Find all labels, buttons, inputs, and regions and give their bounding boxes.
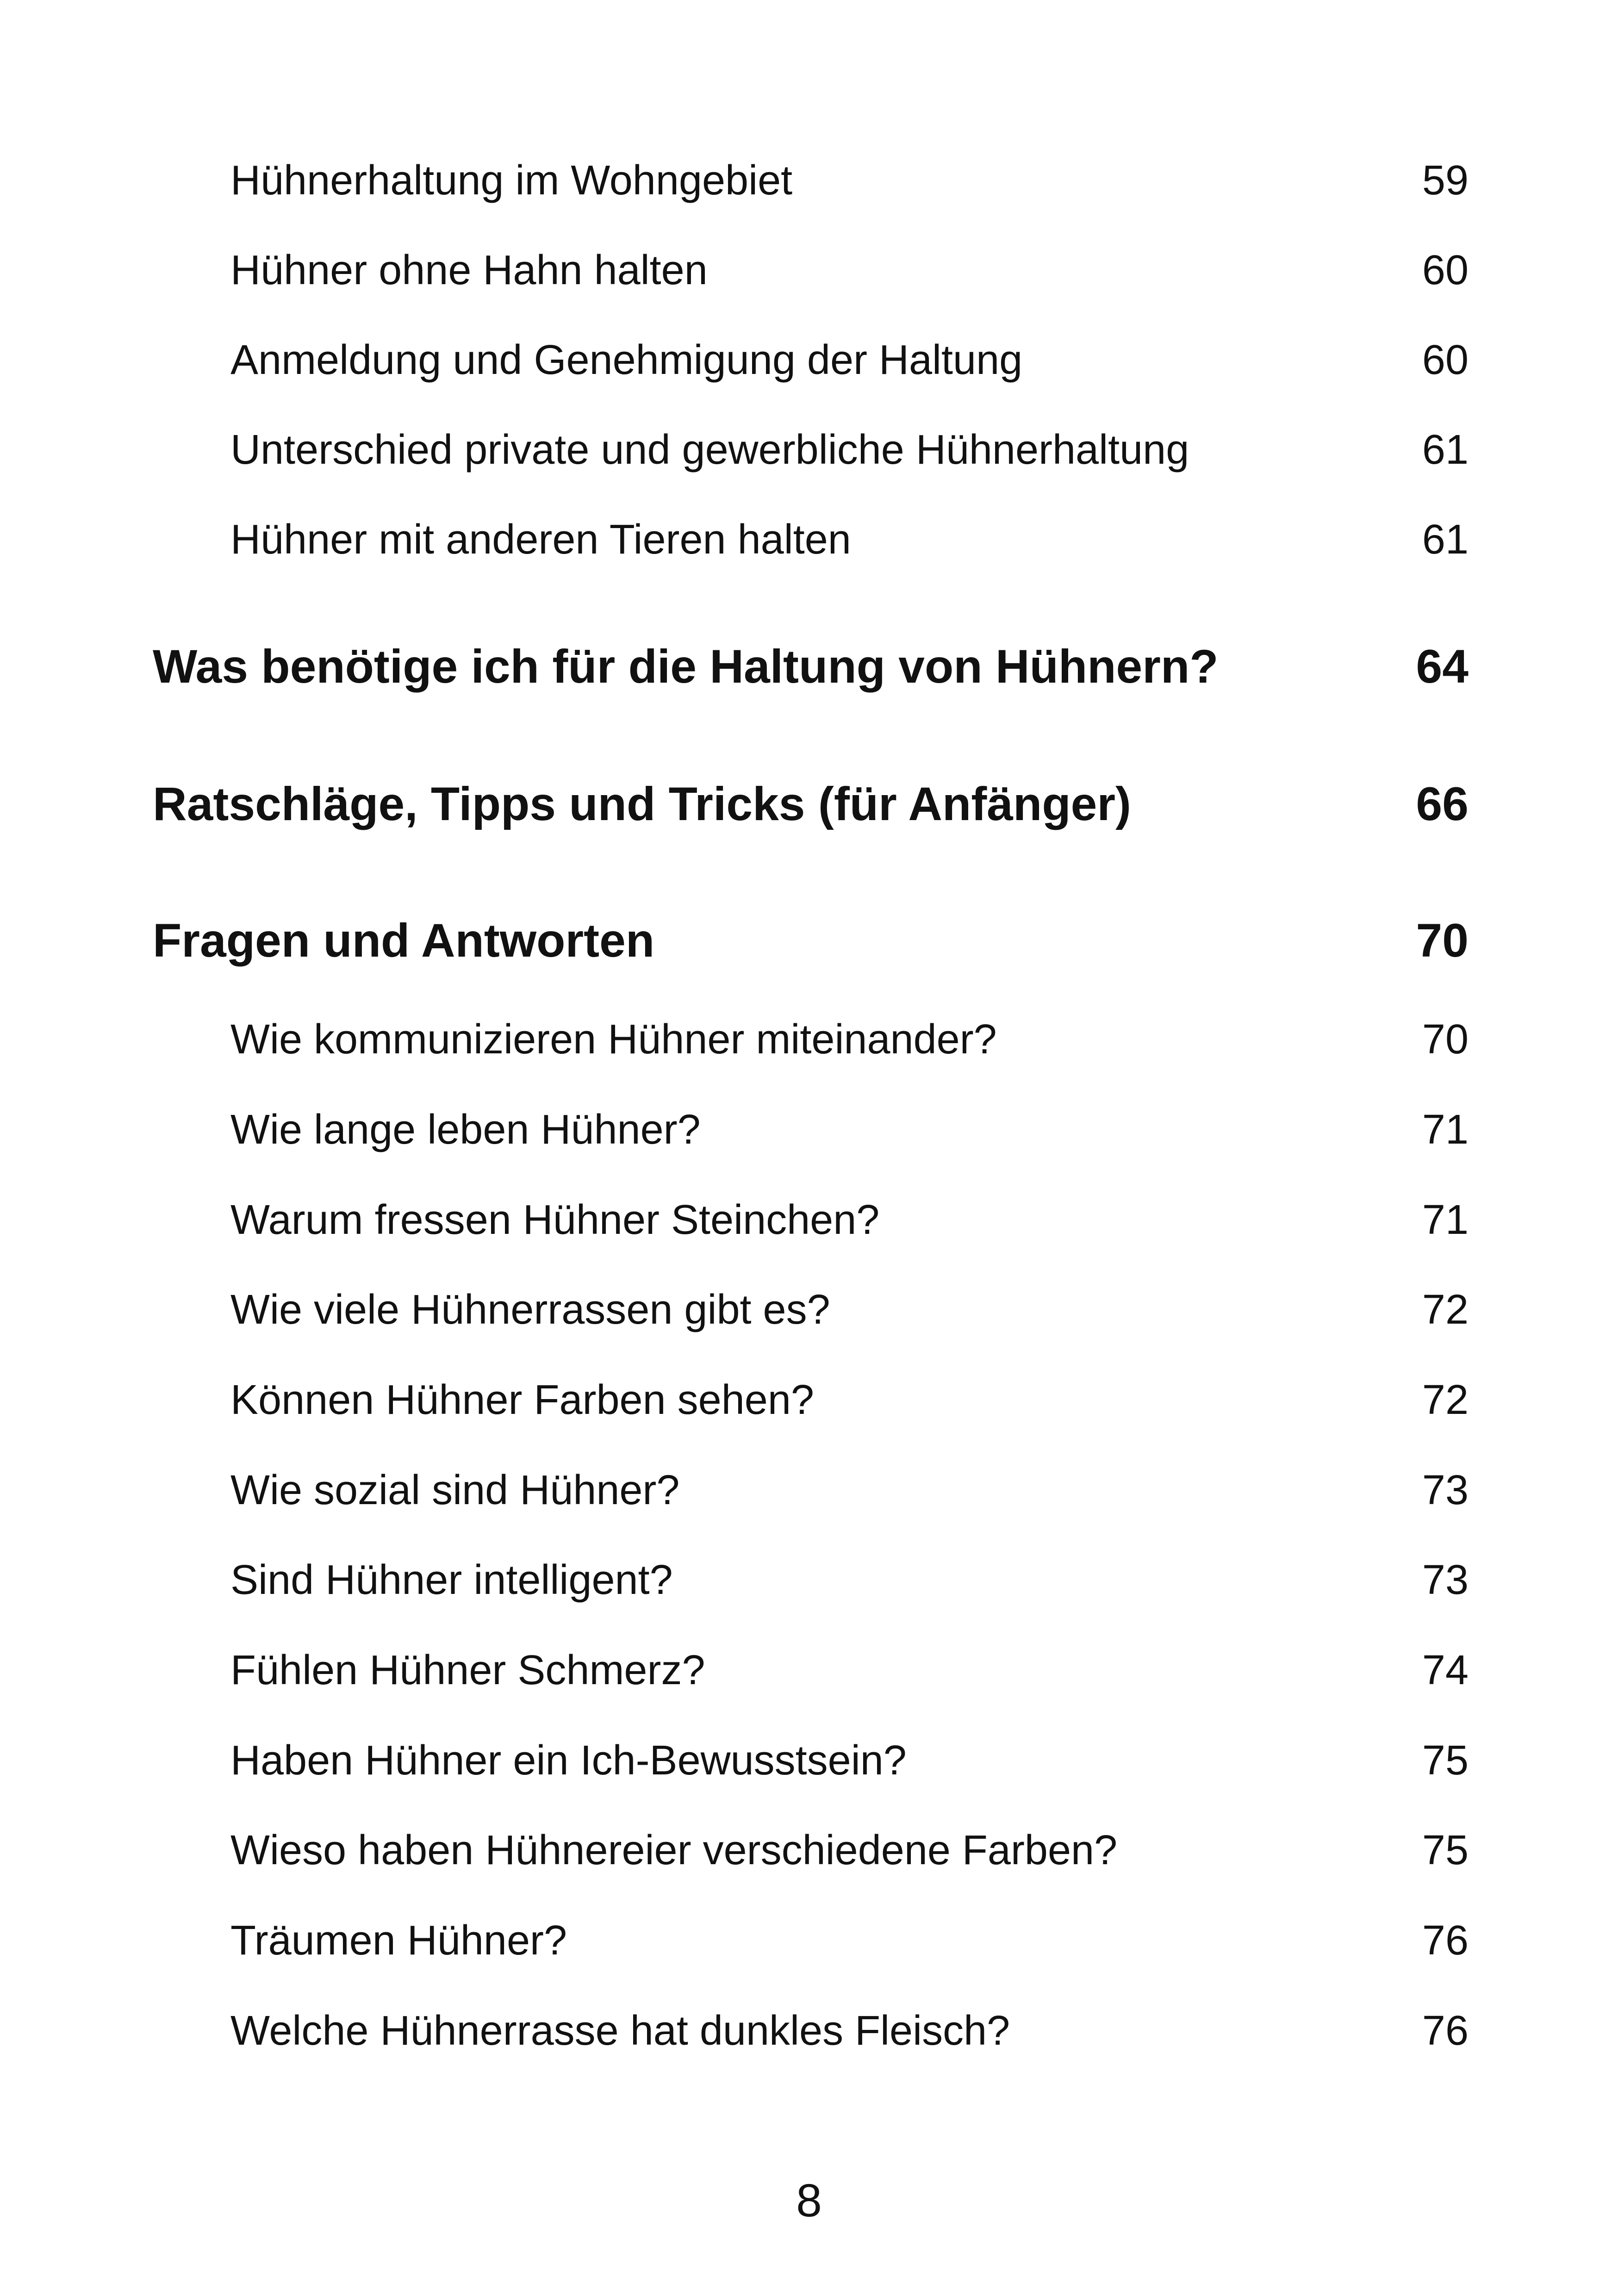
toc-entry <box>0 510 1618 570</box>
toc-entry-page: 70 <box>1422 1016 1469 1063</box>
toc-entry-page: 75 <box>1422 1827 1469 1873</box>
toc-entry <box>0 150 1618 211</box>
toc-entry-title: Unterschied private und gewerbliche Hühnerhaltung <box>230 427 1189 473</box>
toc-entry-title: Wie sozial sind Hühner? <box>230 1467 680 1513</box>
toc-chapter <box>0 636 1618 697</box>
toc-entry-title: Können Hühner Farben sehen? <box>230 1377 814 1423</box>
toc-chapter-page: 64 <box>1416 640 1469 693</box>
toc-entry-page: 72 <box>1422 1377 1469 1423</box>
toc-entry <box>0 1820 1618 1880</box>
toc-entry-page: 61 <box>1422 516 1469 563</box>
toc-entry-page: 60 <box>1422 247 1469 293</box>
toc-entry <box>0 2001 1618 2061</box>
toc-chapter <box>0 910 1618 971</box>
toc-entry-page: 59 <box>1422 157 1469 204</box>
toc-entry-title: Warum fressen Hühner Steinchen? <box>230 1197 880 1243</box>
toc-entry-page: 73 <box>1422 1467 1469 1513</box>
toc-entry-page: 61 <box>1422 427 1469 473</box>
toc-entry-title: Haben Hühner ein Ich-Bewusstsein? <box>230 1737 907 1784</box>
toc-chapter-page: 70 <box>1416 914 1469 967</box>
toc-entry-title: Anmeldung und Genehmigung der Haltung <box>230 337 1023 383</box>
toc-entry-title: Hühner mit anderen Tieren halten <box>230 516 851 563</box>
toc-entry-page: 71 <box>1422 1197 1469 1243</box>
toc-entry <box>0 1190 1618 1250</box>
toc-entry <box>0 240 1618 300</box>
toc-entry-title: Wie viele Hühnerrassen gibt es? <box>230 1287 830 1333</box>
toc-entry <box>0 1009 1618 1070</box>
toc-entry-page: 75 <box>1422 1737 1469 1784</box>
toc-entry <box>0 1640 1618 1700</box>
toc-chapter-title: Fragen und Antworten <box>153 914 655 967</box>
toc-chapter-title: Was benötige ich für die Haltung von Hühnern? <box>153 640 1219 693</box>
toc-entry-title: Hühnerhaltung im Wohngebiet <box>230 157 793 204</box>
toc-entry <box>0 1730 1618 1791</box>
toc-entry <box>0 1460 1618 1520</box>
toc-entry-title: Fühlen Hühner Schmerz? <box>230 1647 705 1693</box>
toc-entry-title: Sind Hühner intelligent? <box>230 1557 673 1603</box>
toc-entry-title: Welche Hühnerrasse hat dunkles Fleisch? <box>230 2008 1010 2054</box>
toc-chapter-page: 66 <box>1416 778 1469 830</box>
toc-entry <box>0 1370 1618 1430</box>
toc-chapter <box>0 774 1618 834</box>
toc-entry-title: Wie lange leben Hühner? <box>230 1107 701 1153</box>
toc-entry-title: Wieso haben Hühnereier verschiedene Farben? <box>230 1827 1118 1873</box>
toc-entry <box>0 330 1618 390</box>
toc-entry-title: Träumen Hühner? <box>230 1917 567 1964</box>
toc-entry <box>0 420 1618 480</box>
toc-entry-title: Wie kommunizieren Hühner miteinander? <box>230 1016 997 1063</box>
page-number: 8 <box>796 2175 822 2227</box>
toc-entry <box>0 1100 1618 1160</box>
toc-chapter-title: Ratschläge, Tipps und Tricks (für Anfänger) <box>153 778 1132 830</box>
toc-entry-page: 76 <box>1422 1917 1469 1964</box>
toc-entry-page: 72 <box>1422 1287 1469 1333</box>
toc-entry-page: 76 <box>1422 2008 1469 2054</box>
toc-entry <box>0 1550 1618 1610</box>
toc-entry-page: 73 <box>1422 1557 1469 1603</box>
toc-entry-title: Hühner ohne Hahn halten <box>230 247 708 293</box>
toc-entry-page: 71 <box>1422 1107 1469 1153</box>
toc-entry <box>0 1280 1618 1340</box>
toc-entry-page: 60 <box>1422 337 1469 383</box>
toc-entry <box>0 1910 1618 1971</box>
toc-entry-page: 74 <box>1422 1647 1469 1693</box>
